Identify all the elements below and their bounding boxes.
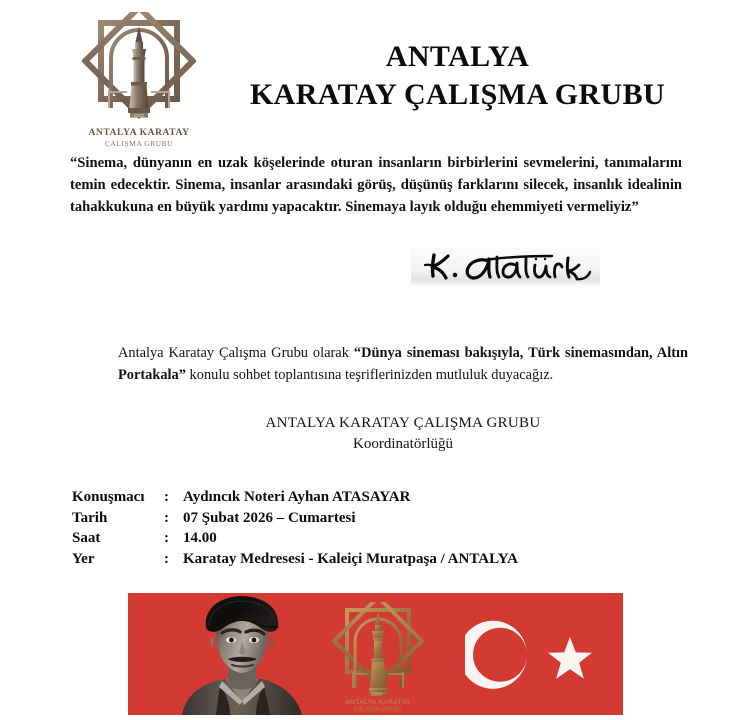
logo-caption xyxy=(76,129,202,147)
detail-colon-date: : xyxy=(164,509,169,526)
banner-logo-caption-line2: ÇALIŞMA GRUBU xyxy=(353,706,403,712)
turkish-crescent-and-star-icon xyxy=(465,607,603,703)
signoff-role: Koordinatörlüğü xyxy=(353,436,453,453)
detail-value-time: 14.00 xyxy=(183,530,217,546)
detail-label-time: Saat xyxy=(72,530,101,546)
footer-banner xyxy=(128,593,623,715)
invitation-topic: “Dünya sineması bakışıyla, Türk sinemasından, Altın Portakala” xyxy=(118,345,688,384)
invitation-part1: Antalya Karatay Çalışma Grubu olarak xyxy=(118,345,354,361)
detail-label-speaker: Konuşmacı xyxy=(72,489,145,505)
logo-caption-line1: ANTALYA KARATAY xyxy=(88,128,190,138)
event-details xyxy=(72,490,672,572)
page-title-line1: ANTALYA xyxy=(385,40,530,73)
detail-label-venue: Yer xyxy=(72,550,95,567)
signoff-organization: ANTALYA KARATAY ÇALIŞMA GRUBU xyxy=(265,415,541,431)
ataturk-signature xyxy=(411,247,600,285)
banner-logo-caption-line1: ANTALYA KARATAY xyxy=(345,699,411,706)
logo-caption-line2: ÇALIŞMA GRUBU xyxy=(105,138,173,148)
detail-row-venue xyxy=(72,552,672,573)
detail-colon-speaker: : xyxy=(164,489,169,505)
ataturk-portrait-icon xyxy=(176,593,308,715)
svg-text:2022: 2022 xyxy=(373,692,383,697)
detail-row-date xyxy=(72,511,672,532)
detail-value-venue: Karatay Medresesi - Kaleiçi Muratpaşa / ANTALYA xyxy=(183,550,518,567)
organization-signoff xyxy=(118,413,688,456)
document-header xyxy=(0,0,745,150)
minaret-in-eight-pointed-star-logo-icon xyxy=(82,12,196,124)
page-title-line2: KARATAY ÇALIŞMA GRUBU xyxy=(249,78,666,112)
detail-value-speaker: Aydıncık Noteri Ayhan ATASAYAR xyxy=(183,489,411,505)
organization-logo xyxy=(76,12,202,147)
detail-value-date: 07 Şubat 2026 – Cumartesi xyxy=(183,509,356,526)
detail-row-time xyxy=(72,531,672,552)
detail-colon-venue: : xyxy=(164,550,169,567)
banner-logo-icon xyxy=(331,602,433,712)
svg-text:2022: 2022 xyxy=(133,113,145,118)
invitation-paragraph xyxy=(118,342,688,387)
detail-colon-time: : xyxy=(164,530,169,546)
handwritten-signature-icon xyxy=(411,247,600,285)
page-title xyxy=(205,38,710,115)
detail-row-speaker xyxy=(72,490,672,511)
invitation-part2: konulu sohbet toplantısına teşriflerinizden mutluluk duyacağız. xyxy=(185,367,554,384)
detail-label-date: Tarih xyxy=(72,509,108,526)
ataturk-quote: “Sinema, dünyanın en uzak köşelerinde oturan insanların birbirlerini sevmelerini, tanımalarını temin edecektir. Sinema, insanlar arasındaki görüş, düşünüş farklarını silecek, insanlık idealinin tahakkukuna en büyük yardımı yapacaktır. Sinemaya layık olduğu ehemmiyeti vermeliyiz” xyxy=(70,155,682,216)
